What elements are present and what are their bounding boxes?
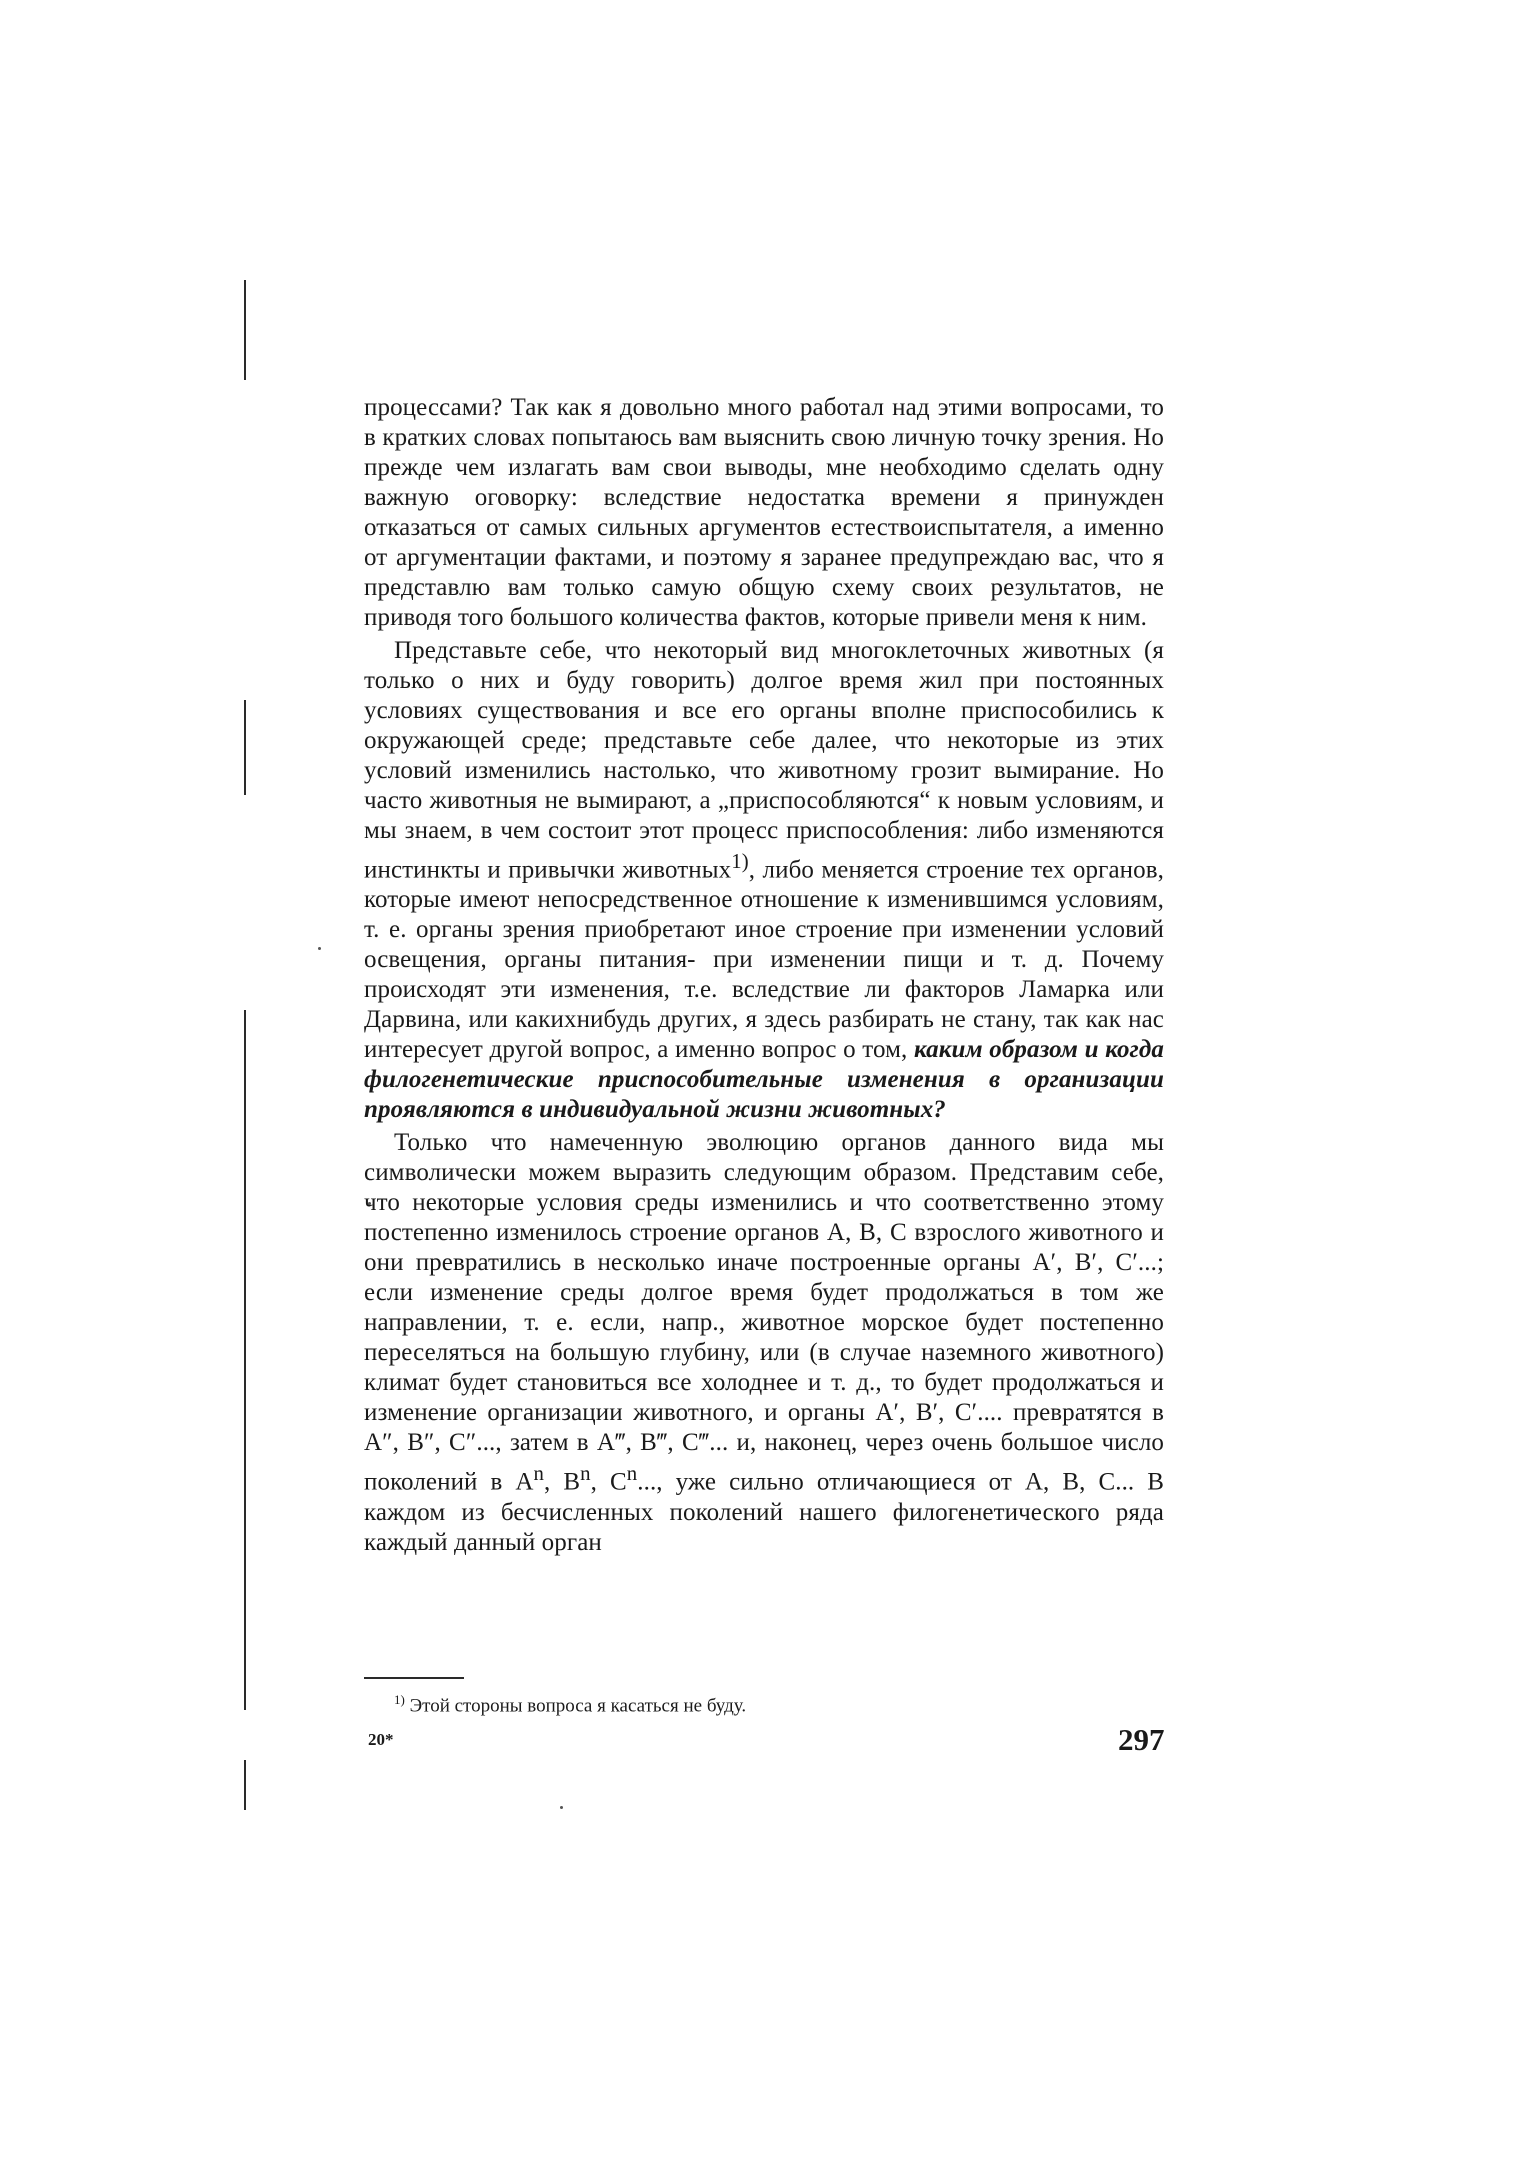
scan-speck: [318, 947, 321, 950]
binding-line: [244, 1010, 246, 1710]
scan-speck: [560, 1806, 563, 1809]
superscript: n: [580, 1461, 591, 1486]
body-text: [364, 393, 1164, 1558]
superscript: n: [533, 1461, 545, 1486]
footnote-rule: [364, 1677, 464, 1679]
signature-mark: 20*: [368, 1730, 394, 1749]
text-run: , либо меняется строение тех органов, которые имеют непосредственное отношение к изменившимся условиям, т. е. органы зрения приобретают иное строение при изменении условий освещения, органы питания- при изменении пищи и т. д. Почему происходят эти изменения, т.е. вследствие ли факторов Ламарка или Дарвина, или какихнибудь других, я здесь разбирать не стану, так как нас интересует другой вопрос, а именно вопрос о том,: [364, 856, 1164, 1064]
superscript: n: [626, 1461, 638, 1486]
text-run: процессами? Так как я довольно много работал над этими вопросами, то в кратких словах попытаюсь вам выяснить свою личную точку зрения. Но прежде чем излагать вам свои выводы, мне необходимо сделать одну важную оговорку: вследствие недостатка времени я принужден отказаться от самых сильных аргументов естествоиспытателя, а именно от аргументации фактами, и поэтому я заранее предупреждаю вас, что я представлю вам только самую общую схему своих результатов, не приводя того большого количества фактов, которые привели меня к ним.: [364, 394, 1164, 631]
footnote-text: Этой стороны вопроса я касаться не буду.: [409, 1695, 747, 1717]
paragraph: [364, 636, 1164, 1125]
binding-line: [244, 1760, 246, 1810]
superscript: 1): [731, 849, 749, 873]
text-run: ..., уже сильно отличающиеся от A, B, C... В каждом из бесчисленных поколений нашего филогенетического ряда каждый данный орган: [364, 1468, 1164, 1556]
footnote: [394, 1687, 1154, 1719]
text-run: , C: [590, 1468, 627, 1496]
footnote-marker: 1): [394, 1692, 405, 1707]
paragraph: [364, 393, 1164, 633]
emphasized-text: каким образом и когда филогенетические приспособительные изменения в организации проявляются в индивидуальной жизни животных?: [364, 1036, 1164, 1124]
binding-line: [244, 700, 246, 795]
paragraph: [364, 1128, 1164, 1557]
text-run: , B: [544, 1468, 581, 1496]
text-run: Только что намеченную эволюцию органов данного вида мы символически можем выразить следующим образом. Представим себе, что некоторые условия среды изменились и что соответственно этому постепенно изменилось строение органов A, B, C взрослого животного и они превратились в несколько иначе построенные органы A′, B′, C′...; если изменение среды долгое время будет продолжаться в том же направлении, т. е. если, напр., животное морское будет постепенно переселяться на большую глубину, или (в случае наземного животного) климат будет становиться все холоднее и т. д., то будет продолжаться и изменение организации животного, и органы A′, B′, C′.... превратятся в A″, B″, C″..., затем в A‴, B‴, C‴... и, наконец, через очень большое число поколений в A: [364, 1129, 1164, 1496]
text-run: Представьте себе, что некоторый вид многоклеточных животных (я только о них и буду говорить) долгое время жил при постоянных условиях существования и все его органы вполне приспособились к окружающей среде; представьте себе далее, что некоторые из этих условий изменились настолько, что животному грозит вымирание. Но часто животныя не вымирают, а „приспособляются“ к новым условиям, и мы знаем, в чем состоит этот процесс приспособления: либо изменяются инстинкты и привычки животных: [364, 637, 1164, 884]
binding-line: [244, 280, 246, 380]
page-number: 297: [1118, 1722, 1165, 1757]
